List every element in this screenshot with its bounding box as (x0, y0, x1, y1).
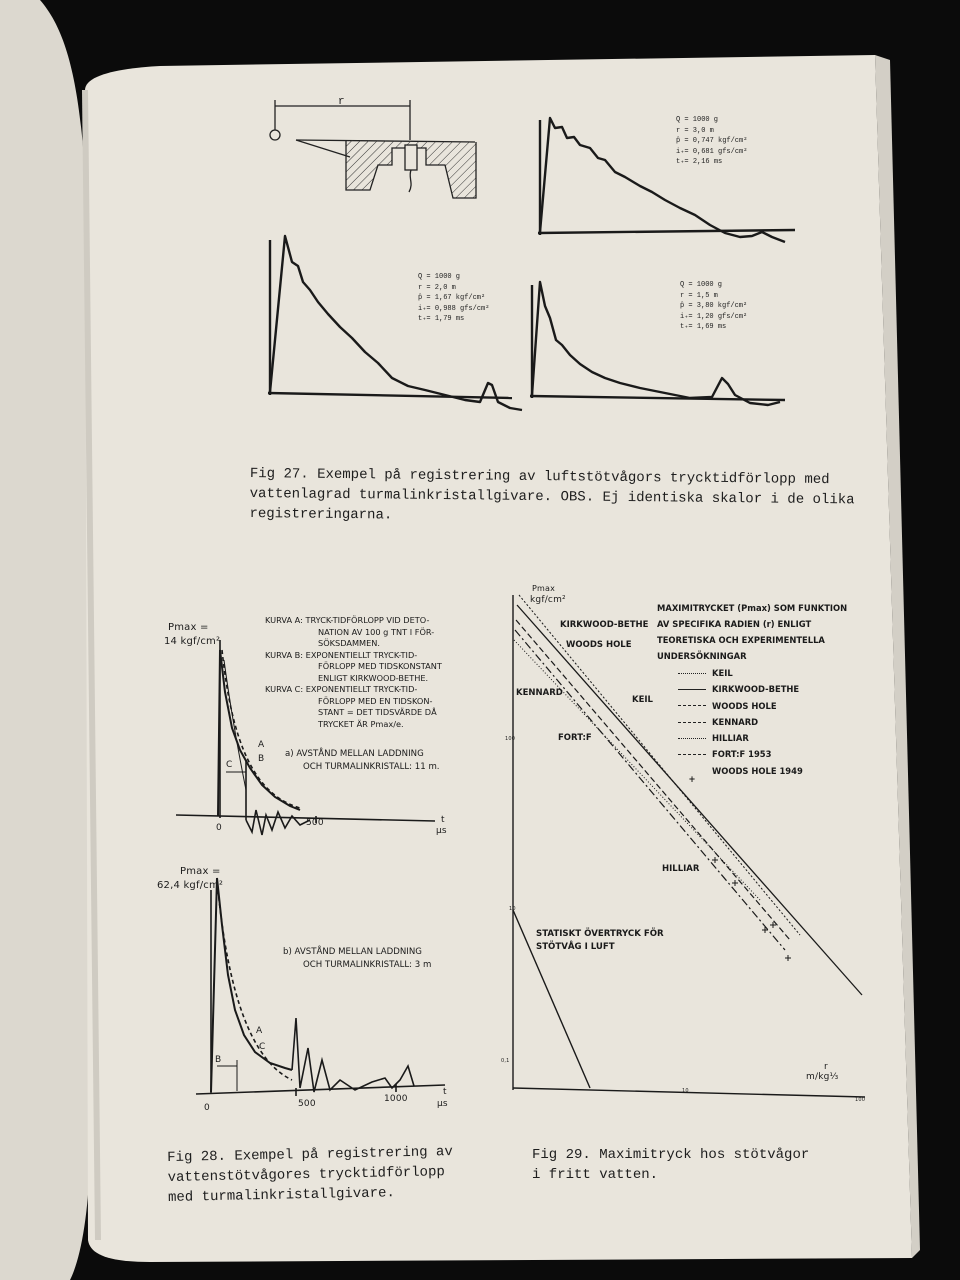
legend-swatch (678, 722, 706, 723)
fig27-r-label: r (338, 96, 345, 108)
note-line: STATISKT ÖVERTRYCK FÖR (536, 929, 664, 939)
fig28b-note (283, 946, 431, 972)
caption-line: vattenlagrad turmalinkristallgivare. OBS. Ej identiska skalor i de olika (249, 485, 855, 509)
fig28b-x-zero: 0 (204, 1103, 210, 1113)
param-line: t₊= 1,69 ms (680, 323, 727, 331)
legend-item: + WOODS HOLE 1949 (678, 763, 803, 779)
fig29-x-tick: 10 (682, 1088, 689, 1094)
fig28a-pmax-value: 14 kgf/cm² (164, 636, 221, 647)
caption-line: Fig 28. Exempel på registrering av (167, 1144, 453, 1166)
fig28b-unit: µs (437, 1099, 448, 1109)
param-line: i₊= 0,681 gfs/cm² (676, 147, 748, 156)
fig29-y-unit: kgf/cm² (530, 595, 566, 605)
caption-line: Fig 27. Exempel på registrering av luftstötvågors trycktidförlopp med (249, 465, 830, 489)
fig29-y-tick: 10 (509, 906, 516, 912)
legend-swatch (678, 738, 706, 739)
fig28a-note (285, 748, 440, 774)
title-line: TEORETISKA OCH EXPERIMENTELLA (657, 635, 825, 645)
note-line: OCH TURMALINKRISTALL: 3 m (303, 960, 432, 970)
kurva-line: SÖKSDAMMEN. (318, 638, 380, 648)
fig29-x-tick: 100 (855, 1097, 866, 1103)
curve-label-c: C (226, 760, 233, 770)
caption-line: registreringarna. (249, 505, 393, 524)
fig28b-x-tick: 1000 (384, 1094, 408, 1104)
param-line: r = 1,5 m (680, 291, 718, 300)
param-line: p̂ = 0,747 kgf/cm² (676, 137, 748, 145)
curve-label-c: C (259, 1042, 266, 1052)
fig27-params-3 (680, 280, 747, 333)
legend-item (678, 746, 803, 762)
kurva-line: KURVA A: TRYCK-TIDFÖRLOPP VID DETO- (265, 615, 430, 625)
fig29-legend (678, 665, 803, 784)
fig28a-pmax-label: Pmax = (168, 622, 209, 633)
fig29-static-note (536, 928, 664, 954)
note-line: a) AVSTÅND MELLAN LADDNING (285, 749, 424, 759)
fig29-curve-label: KEIL (632, 695, 653, 705)
fig28b-t-label: t (443, 1087, 447, 1097)
curve-label-b: B (215, 1055, 222, 1065)
note-line: STÖTVÅG I LUFT (536, 942, 615, 952)
fig28-caption (167, 1142, 454, 1208)
fig29-curve-label: HILLIAR (662, 864, 700, 874)
kurva-line: FÖRLOPP MED EN TIDSKON- (318, 695, 433, 706)
param-line: Q = 1000 g (676, 116, 719, 124)
param-line: p̂ = 3,80 kgf/cm² (680, 302, 748, 310)
legend-swatch (678, 673, 706, 674)
fig28a-unit: µs (436, 826, 447, 836)
fig29-curve-label: KIRKWOOD-BETHE (560, 620, 649, 630)
param-line: i₊= 1,20 gfs/cm² (680, 312, 748, 321)
caption-line: med turmalinkristallgivare. (167, 1185, 396, 1206)
fig28b-x-tick: 500 (298, 1099, 316, 1109)
legend-swatch (678, 705, 706, 706)
fig28a-t-label: t (441, 815, 445, 825)
fig29-x-label: r (824, 1062, 828, 1072)
fig28a-x-zero: 0 (216, 823, 222, 833)
legend-label: KIRKWOOD-BETHE (712, 684, 800, 695)
kurva-line: FÖRLOPP MED TIDSKONSTANT (318, 661, 442, 671)
fig29-y-label: Pmax (532, 584, 556, 593)
kurva-line: NATION AV 100 g TNT I FÖR- (318, 626, 435, 637)
caption-line: vattenstötvågores trycktidförlopp (167, 1164, 445, 1186)
param-line: r = 2,0 m (418, 283, 456, 292)
legend-item (678, 730, 803, 746)
param-line: t₊= 2,16 ms (676, 158, 723, 166)
fig28a-kurva-text (265, 615, 442, 730)
title-line: MAXIMITRYCKET (Pmax) SOM FUNKTION (657, 603, 848, 613)
kurva-line: ENLIGT KIRKWOOD-BETHE. (318, 672, 429, 683)
caption-line: Fig 29. Maximitryck hos stötvågor (532, 1147, 810, 1163)
fig28a-x-tick: 500 (306, 818, 324, 828)
fig27-params-2 (418, 272, 489, 325)
legend-item (678, 698, 803, 714)
legend-item (678, 681, 803, 697)
caption-line: i fritt vatten. (532, 1167, 659, 1183)
kurva-line: KURVA B: EXPONENTIELLT TRYCK-TID- (265, 649, 418, 660)
legend-label: KENNARD (712, 716, 759, 727)
curve-label-a: A (256, 1026, 263, 1036)
note-line: OCH TURMALINKRISTALL: 11 m. (303, 762, 440, 772)
legend-label: FORT:F 1953 (712, 749, 772, 760)
param-line: Q = 1000 g (418, 273, 461, 281)
param-line: r = 3,0 m (676, 126, 714, 135)
legend-label: KEIL (712, 668, 733, 678)
title-line: AV SPECIFIKA RADIEN (r) ENLIGT (657, 619, 812, 629)
fig28b-pmax-label: Pmax = (180, 866, 221, 877)
legend-label: WOODS HOLE (712, 700, 777, 711)
curve-label-b: B (258, 754, 265, 764)
kurva-line: TRYCKET ÄR Pmax/e. (318, 718, 404, 729)
fig29-caption (532, 1145, 809, 1185)
param-line: Q = 1000 g (680, 281, 723, 289)
legend-item (678, 665, 803, 681)
title-line: UNDERSÖKNINGAR (657, 651, 747, 661)
curve-label-a: A (258, 740, 265, 750)
fig28b-pmax-value: 62,4 kgf/cm² (157, 880, 224, 891)
param-line: i₊= 0,988 gfs/cm² (418, 304, 490, 313)
fig29-curve-label: KENNARD (516, 688, 563, 698)
fig29-curve-label: WOODS HOLE (566, 640, 632, 650)
fig29-title (657, 600, 847, 664)
legend-label: HILLIAR (712, 733, 749, 744)
legend-label: WOODS HOLE 1949 (712, 765, 803, 776)
legend-swatch (678, 689, 706, 690)
kurva-line: KURVA C: EXPONENTIELLT TRYCK-TID- (265, 684, 418, 694)
fig29-y-tick: 0,1 (501, 1058, 510, 1064)
param-line: t₊= 1,79 ms (418, 315, 465, 323)
left-page (0, 0, 90, 1280)
kurva-line: STANT = DET TIDSVÄRDE DÅ (318, 707, 437, 717)
fig27-params-1 (676, 115, 747, 168)
fig29-curve-label: FORT:F (558, 733, 592, 743)
legend-item (678, 714, 803, 730)
note-line: b) AVSTÅND MELLAN LADDNING (283, 947, 422, 957)
fig27-caption (249, 464, 855, 530)
fig29-x-unit: m/kg⅓ (806, 1072, 839, 1082)
param-line: p̂ = 1,67 kgf/cm² (418, 294, 486, 302)
fig29-y-tick: 100 (505, 736, 516, 742)
legend-swatch (678, 754, 706, 755)
